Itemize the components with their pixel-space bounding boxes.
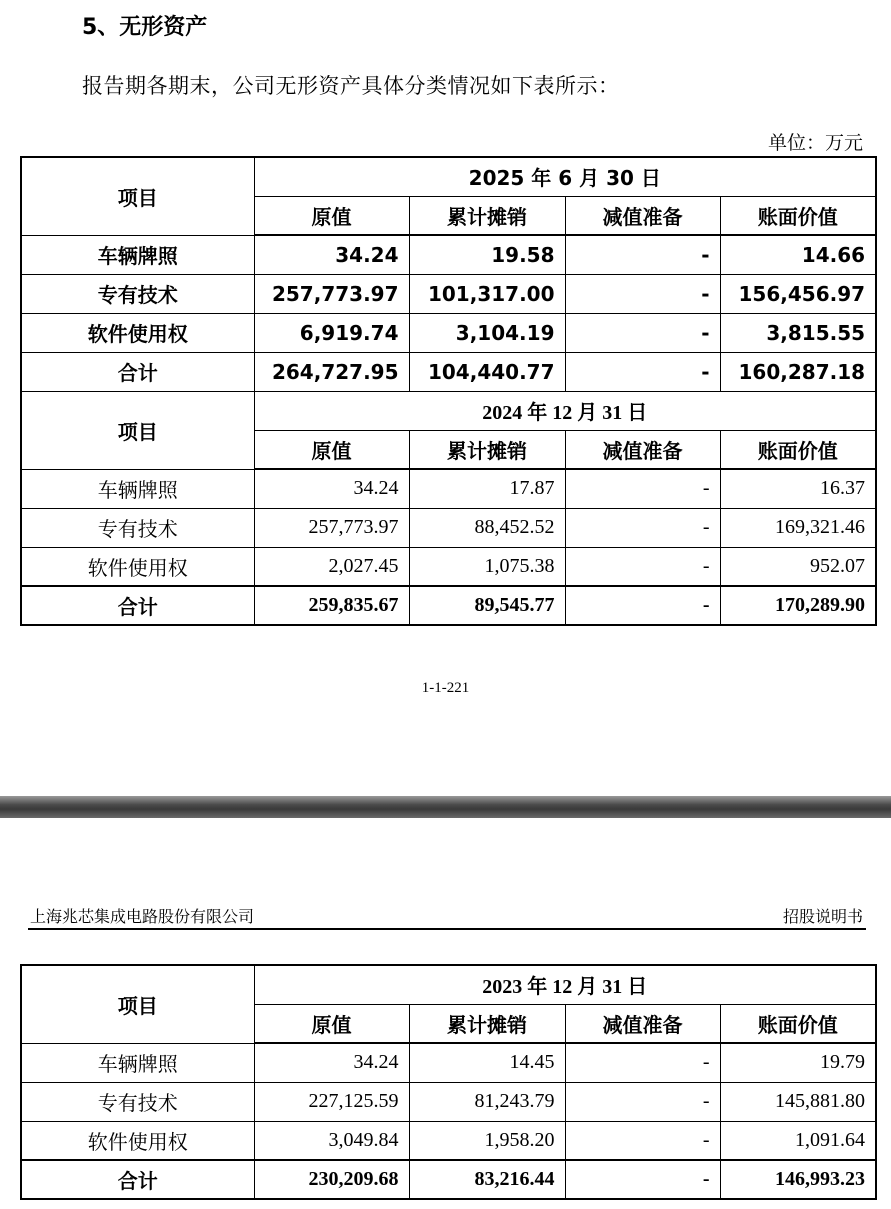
row-label: 合计 [21, 352, 254, 391]
cell-value: 145,881.80 [720, 1082, 876, 1121]
row-label: 软件使用权 [21, 1121, 254, 1160]
cell-value: - [565, 586, 720, 625]
cell-value: 19.79 [720, 1043, 876, 1082]
cell-value: 156,456.97 [720, 274, 876, 313]
cell-value: - [565, 547, 720, 586]
row-label: 专有技术 [21, 508, 254, 547]
cell-value: 101,317.00 [409, 274, 565, 313]
cell-value: 952.07 [720, 547, 876, 586]
cell-value: - [565, 352, 720, 391]
col-header-impairment: 减值准备 [565, 196, 720, 235]
cell-value: 34.24 [254, 469, 409, 508]
table-row [21, 274, 876, 313]
cell-value: 3,815.55 [720, 313, 876, 352]
cell-value: 14.66 [720, 235, 876, 274]
cell-value: 227,125.59 [254, 1082, 409, 1121]
row-label: 软件使用权 [21, 547, 254, 586]
row-label: 软件使用权 [21, 313, 254, 352]
cell-value: - [565, 313, 720, 352]
cell-value: 89,545.77 [409, 586, 565, 625]
cell-value: 104,440.77 [409, 352, 565, 391]
table-row [21, 547, 876, 586]
cell-value: 259,835.67 [254, 586, 409, 625]
col-header-accumulated-amortization: 累计摊销 [409, 196, 565, 235]
cell-value: 81,243.79 [409, 1082, 565, 1121]
period-header: 2025 年 6 月 30 日 [254, 157, 876, 196]
col-header-impairment: 减值准备 [565, 1004, 720, 1043]
row-label: 车辆牌照 [21, 1043, 254, 1082]
cell-value: - [565, 1160, 720, 1199]
col-header-impairment: 减值准备 [565, 430, 720, 469]
page-separator [0, 796, 891, 818]
col-header-book-value: 账面价值 [720, 196, 876, 235]
cell-value: 14.45 [409, 1043, 565, 1082]
cell-value: 160,287.18 [720, 352, 876, 391]
cell-value: 6,919.74 [254, 313, 409, 352]
cell-value: 34.24 [254, 1043, 409, 1082]
cell-value: 257,773.97 [254, 274, 409, 313]
intangible-assets-table-1 [20, 156, 877, 626]
row-label: 合计 [21, 586, 254, 625]
period-header: 2024 年 12 月 31 日 [254, 391, 876, 430]
cell-value: 169,321.46 [720, 508, 876, 547]
col-header-original-value: 原值 [254, 430, 409, 469]
table-row-total [21, 1160, 876, 1199]
cell-value: - [565, 508, 720, 547]
cell-value: 16.37 [720, 469, 876, 508]
row-label: 专有技术 [21, 1082, 254, 1121]
row-label: 车辆牌照 [21, 235, 254, 274]
cell-value: 1,075.38 [409, 547, 565, 586]
col-header-accumulated-amortization: 累计摊销 [409, 1004, 565, 1043]
cell-value: - [565, 1082, 720, 1121]
cell-value: 146,993.23 [720, 1160, 876, 1199]
col-header-book-value: 账面价值 [720, 1004, 876, 1043]
page-number: 1-1-221 [421, 680, 470, 696]
table-row-total [21, 352, 876, 391]
cell-value: - [565, 235, 720, 274]
cell-value: 170,289.90 [720, 586, 876, 625]
company-name: 上海兆芯集成电路股份有限公司 [30, 907, 255, 926]
row-label: 专有技术 [21, 274, 254, 313]
cell-value: - [565, 274, 720, 313]
table-row [21, 1082, 876, 1121]
cell-value: 17.87 [409, 469, 565, 508]
table-row [21, 313, 876, 352]
cell-value: 3,049.84 [254, 1121, 409, 1160]
header-rule [28, 928, 866, 930]
cell-value: - [565, 1043, 720, 1082]
intro-paragraph: 报告期各期末，公司无形资产具体分类情况如下表所示： [82, 74, 620, 98]
unit-label: 单位：万元 [767, 132, 863, 154]
cell-value: 34.24 [254, 235, 409, 274]
cell-value: - [565, 1121, 720, 1160]
section-heading: 5、无形资产 [82, 15, 208, 40]
cell-value: 19.58 [409, 235, 565, 274]
col-header-original-value: 原值 [254, 1004, 409, 1043]
document-type: 招股说明书 [782, 907, 863, 926]
cell-value: 3,104.19 [409, 313, 565, 352]
item-header: 项目 [21, 965, 254, 1043]
table-row [21, 1043, 876, 1082]
cell-value: 2,027.45 [254, 547, 409, 586]
item-header: 项目 [21, 391, 254, 469]
document-page-2 [0, 818, 891, 1209]
period-header: 2023 年 12 月 31 日 [254, 965, 876, 1004]
cell-value: 1,091.64 [720, 1121, 876, 1160]
row-label: 车辆牌照 [21, 469, 254, 508]
table-row [21, 1121, 876, 1160]
table-row [21, 508, 876, 547]
table-row [21, 469, 876, 508]
col-header-accumulated-amortization: 累计摊销 [409, 430, 565, 469]
row-label: 合计 [21, 1160, 254, 1199]
cell-value: - [565, 469, 720, 508]
col-header-original-value: 原值 [254, 196, 409, 235]
cell-value: 88,452.52 [409, 508, 565, 547]
col-header-book-value: 账面价值 [720, 430, 876, 469]
cell-value: 1,958.20 [409, 1121, 565, 1160]
cell-value: 257,773.97 [254, 508, 409, 547]
cell-value: 83,216.44 [409, 1160, 565, 1199]
item-header: 项目 [21, 157, 254, 235]
intangible-assets-table-2 [20, 964, 877, 1200]
table-row-total [21, 586, 876, 625]
cell-value: 230,209.68 [254, 1160, 409, 1199]
cell-value: 264,727.95 [254, 352, 409, 391]
table-row [21, 235, 876, 274]
